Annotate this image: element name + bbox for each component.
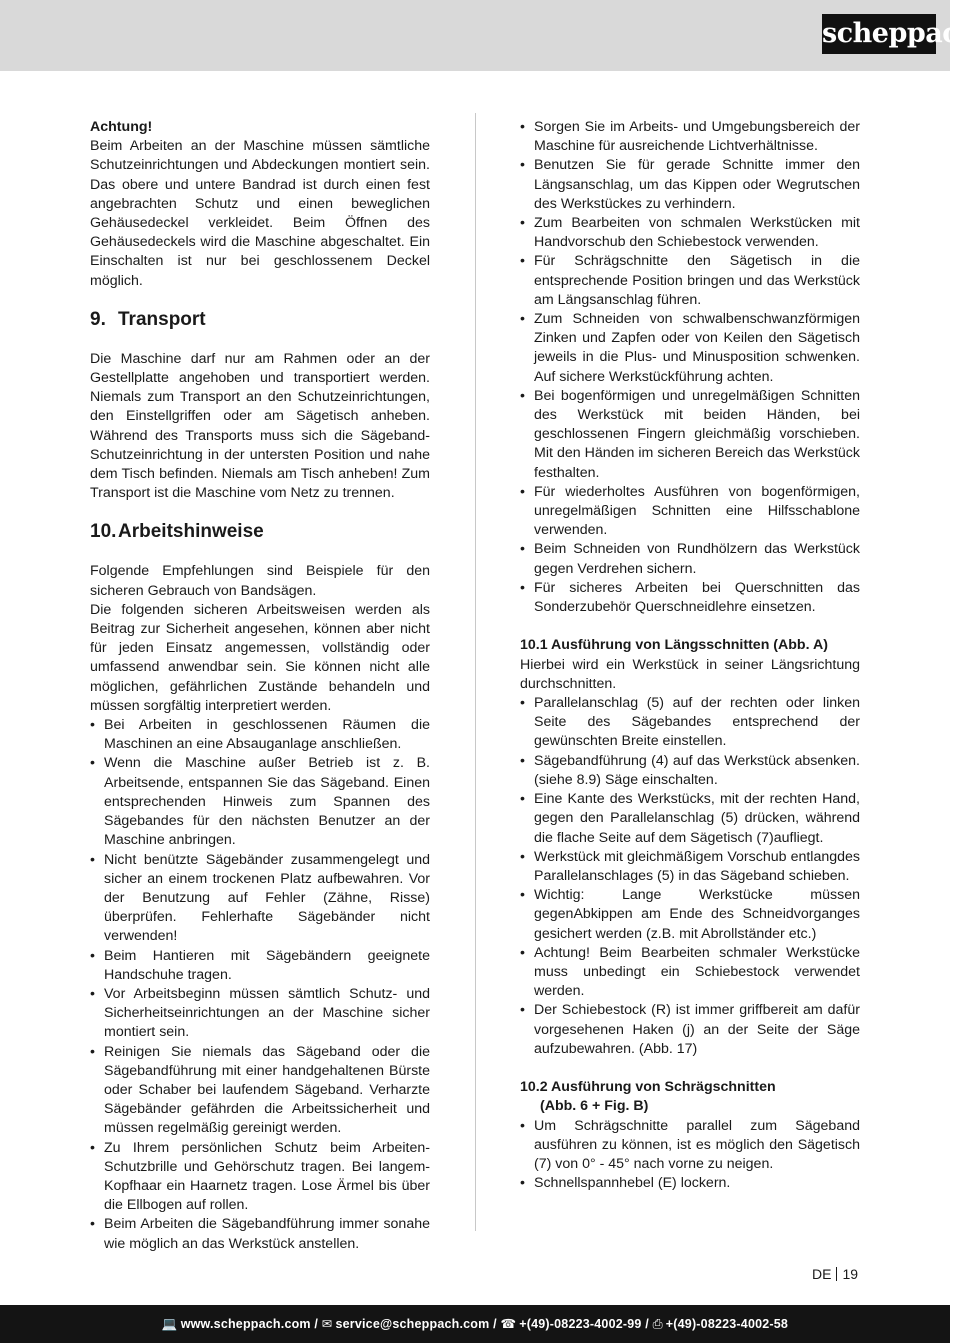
scheppach-logo: scheppach (822, 14, 936, 54)
section-10-2-list (520, 1117, 860, 1194)
footer-email-link[interactable]: service@scheppach.com / (335, 1317, 497, 1331)
section-9-text: Die Maschine darf nur am Rahmen oder an der Gestellplatte angehoben und transportiert werden. Niemals zum Transport an den Schutzeinrichtungen, den Einstellgriffen oder am Sägetisch anheben. Während des Transports muss sich die Sägeband-Schutzeinrichtung in der untersten Position und nahe dem Tisch befinden. Niemals am Tisch anheben! Zum Transport ist die Maschine vom Netz zu trennen. (90, 350, 430, 502)
section-10-number: 10. (90, 521, 117, 543)
column-divider (475, 113, 476, 1231)
caution-text: Beim Arbeiten an der Maschine müssen sämtliche Schutzeinrichtungen und Abdeckungen montiert sein. Das obere und untere Bandrad ist durch einen fest angebrachten Schutz und einen beweglichen Gehäusedeckel verkleidet. Beim Öffnen des Gehäusedeckels wird die Maschine abgeschaltet. Ein Einschalten ist nur bei geschlossenem Deckel möglich. (90, 138, 430, 289)
header-bar (0, 0, 977, 71)
page-number-value: 19 (842, 1266, 859, 1282)
section-10-2-heading (520, 1078, 860, 1116)
list-item: • Für wiederholtes Ausführen von bogenförmigen, unregelmäßigen Schnitten eine Hilfsschablone verwenden. (520, 483, 860, 541)
footer-fax: +(49)-08223-4002-58 (665, 1317, 789, 1331)
left-column (90, 118, 430, 1254)
section-10-heading (90, 520, 430, 544)
list-item: • Parallelanschlag (5) auf der rechten oder linken Seite des Sägebandes entsprechend der gewünschten Breite einstellen. (520, 694, 860, 752)
computer-icon: 💻 (161, 1317, 178, 1331)
list-item: • Sägebandführung (4) auf das Werkstück absenken. (siehe 8.9) Säge einschalten. (520, 752, 860, 790)
list-item: • Beim Hantieren mit Sägebändern geeignete Handschuhe tragen. (90, 947, 430, 985)
safety-list (520, 118, 860, 617)
section-9-number: 9. (90, 308, 106, 330)
list-item: • Schnellspannhebel (E) lockern. (520, 1174, 860, 1193)
section-10-list (90, 716, 430, 1254)
list-item: • Für sicheres Arbeiten bei Querschnitten das Sonderzubehör Querschneidlehre einsetzen. (520, 579, 860, 617)
mail-icon: ✉ (321, 1317, 333, 1331)
list-item: • Bei Arbeiten in geschlossenen Räumen die Maschinen an eine Absauganlage anschließen. (90, 716, 430, 754)
fax-icon: ⎙ (652, 1317, 663, 1331)
list-item: • Achtung! Beim Bearbeiten schmaler Werkstücke muss unbedingt ein Schiebestock verwendet werden. (520, 944, 860, 1002)
section-10-1-intro: Hierbei wird ein Werkstück in seiner Längsrichtung durchschnitten. (520, 656, 860, 692)
list-item: • Benutzen Sie für gerade Schnitte immer den Längsanschlag, um das Kippen oder Wegrutschen des Werkstückes zu verhindern. (520, 156, 860, 214)
phone-icon: ☎ (500, 1317, 517, 1331)
list-item: • Werkstück mit gleichmäßigem Vorschub entlangdes Parallelanschlages (5) in das Sägeband schieben. (520, 848, 860, 886)
list-item: • Sorgen Sie im Arbeits- und Umgebungsbereich der Maschine für ausreichende Lichtverhältnisse. (520, 118, 860, 156)
section-9-title: Transport (118, 308, 206, 330)
footer-bar (0, 1305, 950, 1343)
section-10-intro-1: Folgende Empfehlungen sind Beispiele für den sicheren Gebrauch von Bandsägen. (90, 563, 430, 599)
list-item: • Bei bogenförmigen und unregelmäßigen Schnitten des Werkstück mit beiden Händen, bei geschlossenen Fingern gleichmäßig vorschieben. Mit den Händen im sicheren Bereich das Werkstück festhalten. (520, 387, 860, 483)
list-item: • Der Schiebestock (R) ist immer griffbereit am dafür vorgesehenen Haken (j) an der Seite der Säge aufzubewahren. (Abb. 17) (520, 1001, 860, 1059)
section-10-2-subtitle: (Abb. 6 + Fig. B) (540, 1098, 649, 1115)
page-language: DE (812, 1266, 832, 1282)
list-item: • Vor Arbeitsbeginn müssen sämtlich Schutz- und Sicherheitseinrichtungen an der Maschine sicher montiert sein. (90, 985, 430, 1043)
section-10-2-title: 10.2 Ausführung von Schrägschnitten (520, 1079, 776, 1096)
right-column (520, 118, 860, 1193)
list-item: • Für Schrägschnitte den Sägetisch in die entsprechende Position bringen und das Werkstück am Längsanschlag führen. (520, 252, 860, 310)
list-item: • Um Schrägschnitte parallel zum Sägeband ausführen zu können, ist es möglich den Sägetisch (7) von 0° - 45° nach vorne zu neigen. (520, 1117, 860, 1175)
list-item: • Zum Schneiden von schwalbenschwanzförmigen Zinken und Zapfen oder von Keilen den Sägetisch jeweils in die Plus- und Minusposition schwenken. Auf sichere Werkstückführung achten. (520, 310, 860, 387)
page-number (812, 1266, 858, 1283)
list-item: • Zu Ihrem persönlichen Schutz beim Arbeiten-Schutzbrille und Gehörschutz tragen. Bei langem-Kopfhaar ein Haarnetz tragen. Lose Ärmel bis über die Ellbogen auf rollen. (90, 1139, 430, 1216)
list-item: • Beim Arbeiten die Sägebandführung immer sonahe wie möglich an das Werkstück anstellen. (90, 1215, 430, 1253)
list-item: • Wenn die Maschine außer Betrieb ist z. B. Arbeitsende, entspannen Sie das Sägeband. Einen entsprechenden Hinweis zum Spannen des Sägebandes für den nächsten Benutzer an der Maschine anbringen. (90, 754, 430, 850)
list-item: • Wichtig: Lange Werkstücke müssen gegenAbkippen am Ende des Schneidvorganges gesichert werden (z.B. mit Abrollständer etc.) (520, 886, 860, 944)
section-10-1-list (520, 694, 860, 1059)
caution-title: Achtung! (90, 119, 153, 135)
list-item: • Eine Kante des Werkstücks, mit der rechten Hand, gegen den Parallelanschlag (5) drücken, während die flache Seite auf dem Sägetisch (7)aufliegt. (520, 790, 860, 848)
section-9-heading (90, 308, 430, 332)
section-10-title: Arbeitshinweise (118, 521, 264, 543)
footer-web-link[interactable]: www.scheppach.com / (180, 1317, 319, 1331)
list-item: • Zum Bearbeiten von schmalen Werkstücken mit Handvorschub den Schiebestock verwenden. (520, 214, 860, 252)
list-item: • Reinigen Sie niemals das Sägeband oder die Sägebandführung mit einer handgehaltenen Bürste oder Schaber bei laufendem Sägeband. Verharzte Sägebänder gefährden die Arbeitssicherheit und müssen regelmäßig gereinigt werden. (90, 1043, 430, 1139)
list-item: • Beim Schneiden von Rundhölzern das Werkstück gegen Verdrehen sichern. (520, 540, 860, 578)
footer-phone: +(49)-08223-4002-99 / (519, 1317, 649, 1331)
section-10-1-heading: 10.1 Ausführung von Längsschnitten (Abb. A) (520, 637, 828, 654)
section-10-intro-2: Die folgenden sicheren Arbeitsweisen werden als Beitrag zur Sicherheit angesehen, können aber nicht für jeden Einsatz angemessen, vollständig oder umfassend anwendbar sein. Sie können nicht alle möglichen, gefährlichen Zustände behandeln und müssen sorgfältig interpretiert werden. (90, 601, 430, 714)
list-item: • Nicht benützte Sägebänder zusammengelegt und sicher an einem trockenen Platz aufbewahren. Vor der Benutzung auf Fehler (Zähne, Risse) überprüfen. Fehlerhafte Sägebänder nicht verwenden! (90, 851, 430, 947)
